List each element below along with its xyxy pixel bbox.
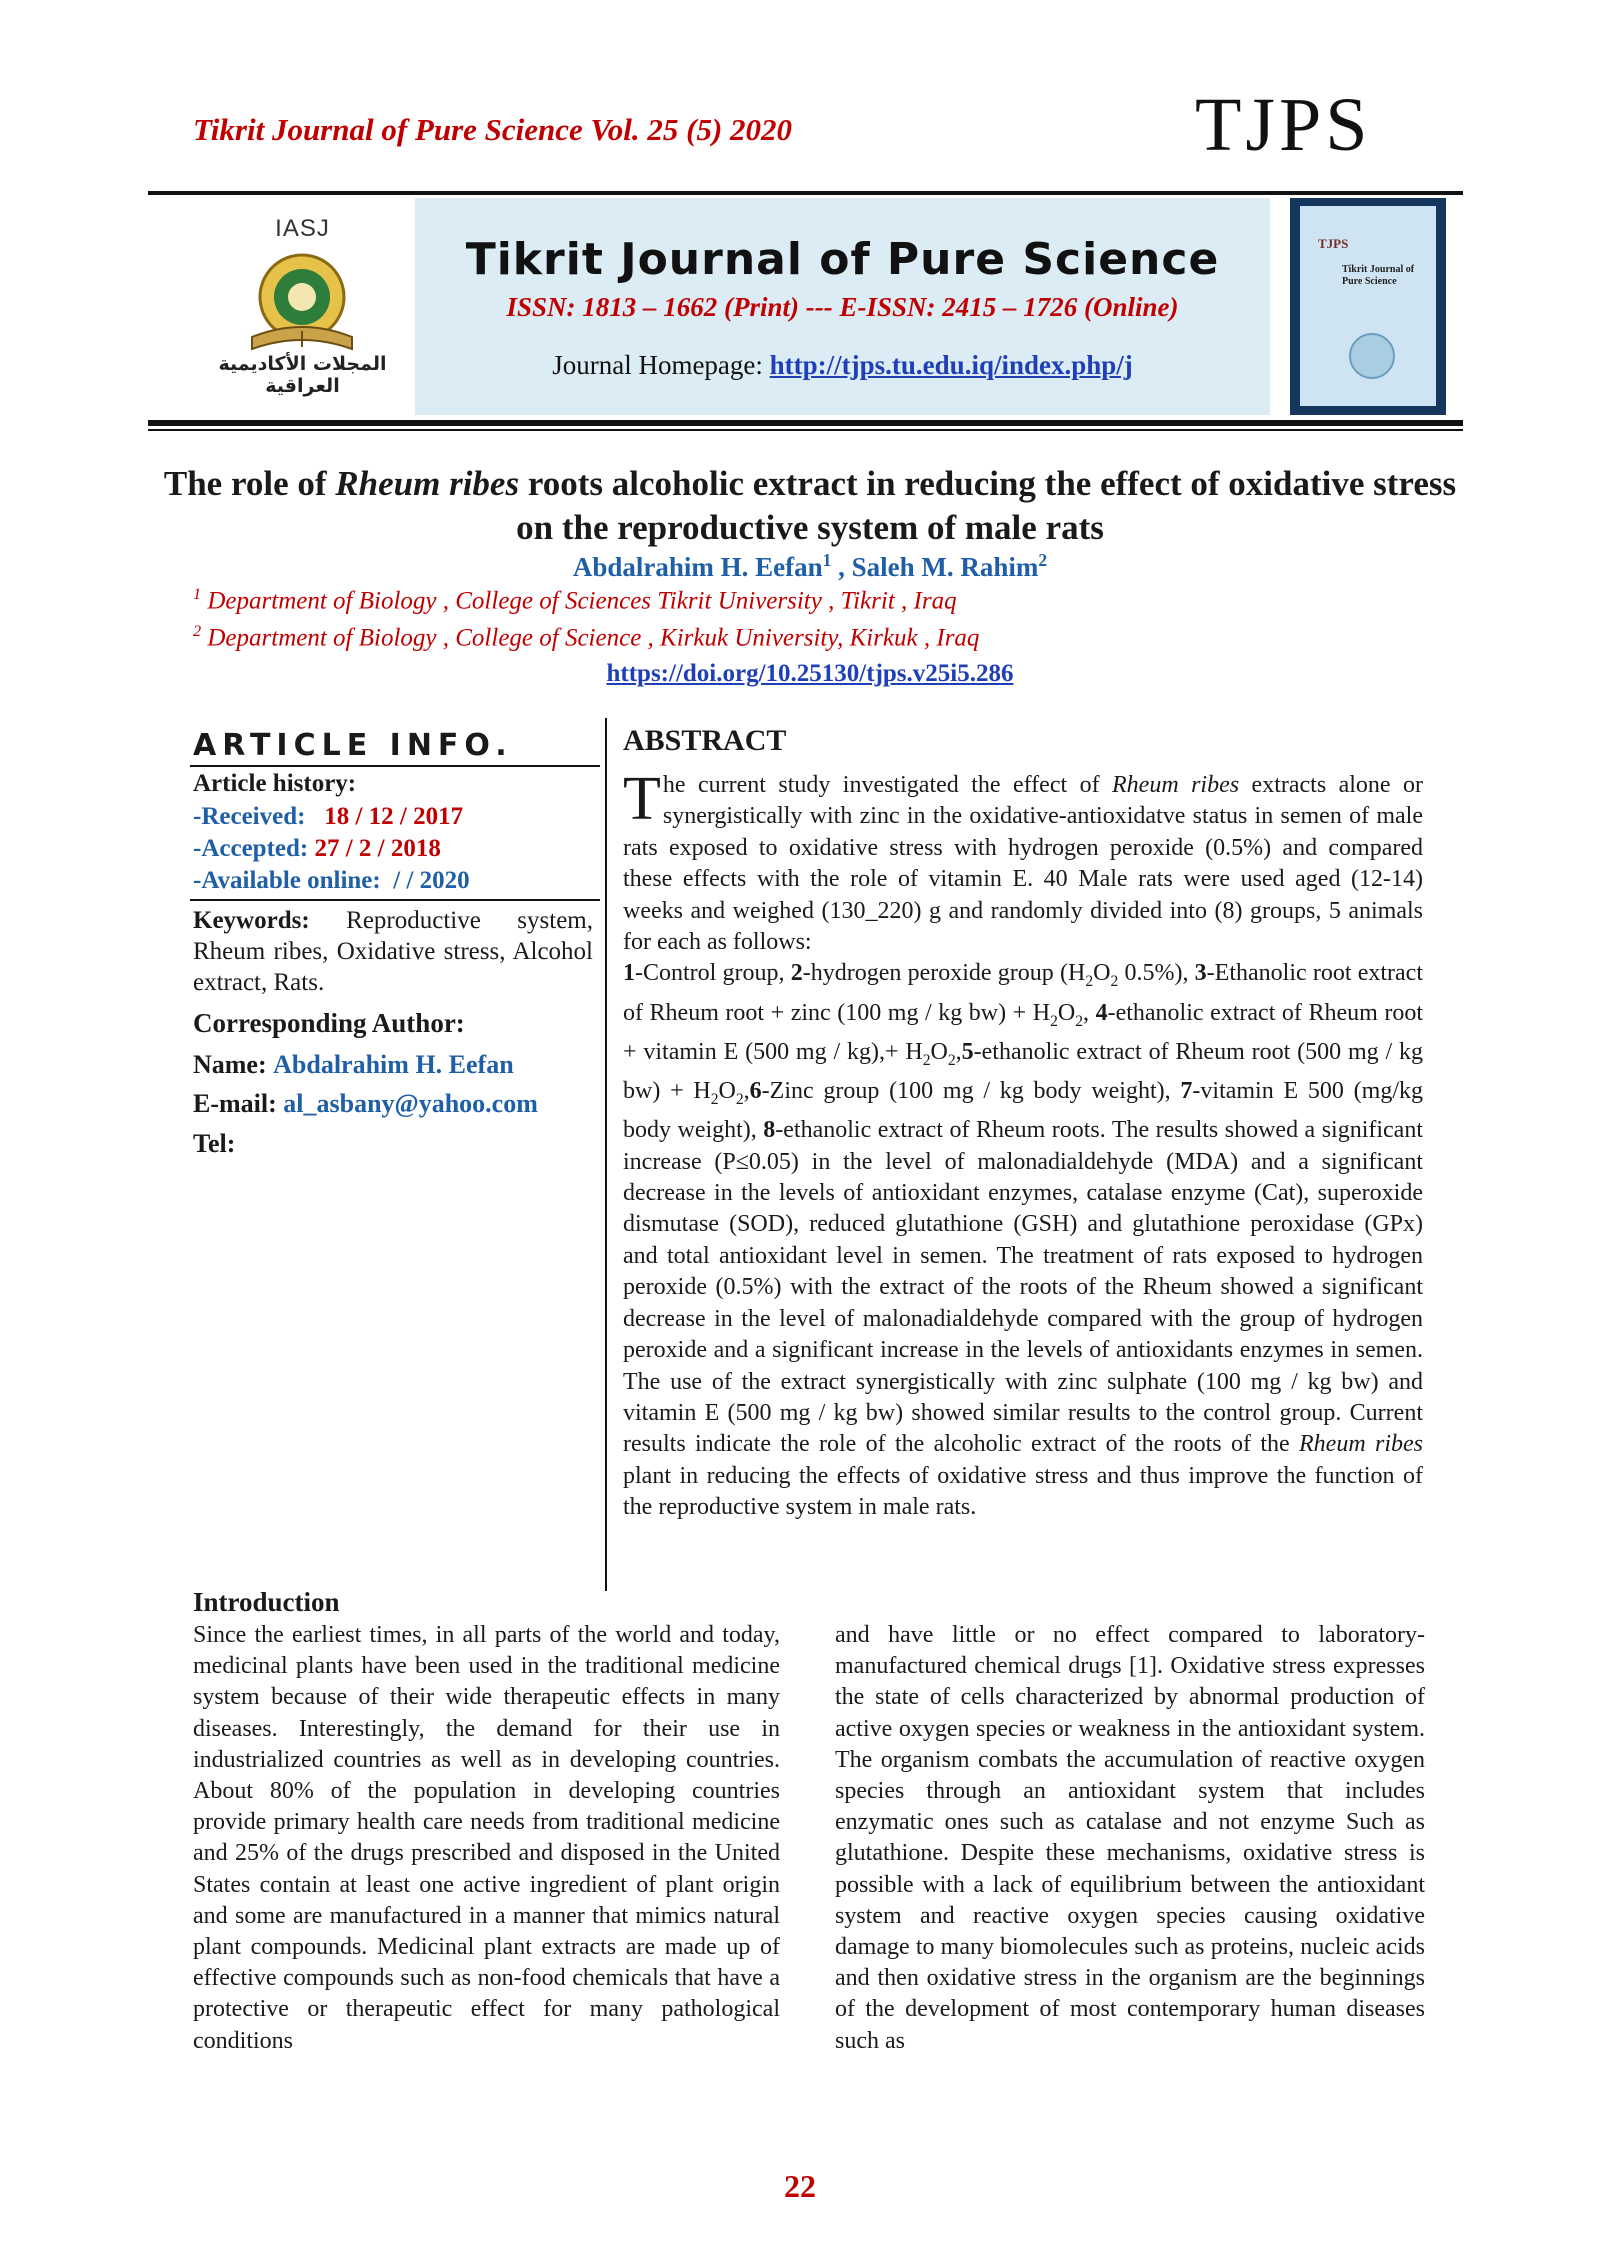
- author-tel: Tel:: [193, 1129, 236, 1158]
- introduction-right-column: and have little or no effect compared to laboratory-manufactured chemical drugs [1]. Oxidative stress expresses the state of cells characterized by abnormal production of active oxygen species or weakness in the antioxidant system. The organism combats the accumulation of reactive oxygen species through an antioxidant system that includes enzymatic ones such as catalase and not enzyme Such as glutathione. Despite these mechanisms, oxidative stress is possible with a lack of equilibrium between the antioxidant system and reactive oxygen species causing oxidative damage to many biomolecules such as proteins, nucleic acids and then oxidative stress in the organism are the beginnings of the development of most contemporary human diseases such as: [835, 1622, 1425, 2054]
- page-number: 22: [784, 2168, 816, 2204]
- iasj-arabic-label: المجلات الأكاديمية العراقية: [218, 353, 387, 397]
- banner-issn: ISSN: 1813 – 1662 (Print) --- E-ISSN: 2415 – 1726 (Online): [506, 292, 1179, 322]
- corresponding-author-label: Corresponding Author:: [193, 1008, 465, 1038]
- doi-line: [150, 660, 1470, 688]
- affiliation-2: $^2$ Department of Biology , College of Science , Kirkuk University, Kirkuk , Iraq: [193, 622, 980, 652]
- author-2: Saleh M. Rahim: [851, 552, 1039, 582]
- journal-volume-line: Tikrit Journal of Pure Science Vol. 25 (5) 2020: [193, 112, 793, 147]
- authors-line: Abdalrahim H. Eefan$^1$ , Saleh M. Rahim$^2$: [572, 550, 1048, 582]
- cover-inner: [1300, 206, 1436, 406]
- iasj-label: IASJ: [275, 215, 330, 242]
- article-title: The role of Rheum ribes roots alcoholic extract in reducing the effect of oxidative stress on the reproductive system of male rats: [163, 464, 1457, 547]
- article-info-heading: ARTICLE INFO.: [193, 728, 513, 763]
- title-species: Rheum ribes: [335, 464, 520, 503]
- doi-link[interactable]: https://doi.org/10.25130/tjps.v25i5.286: [606, 660, 1014, 687]
- author-name: Name: Abdalrahim H. Eefan: [193, 1050, 514, 1079]
- homepage-link[interactable]: http://tjps.tu.edu.iq/index.php/j: [769, 350, 1133, 380]
- article-history-label: Article history:: [193, 770, 357, 797]
- article-info-rule: [190, 765, 600, 767]
- author-email: E-mail: al_asbany@yahoo.com: [193, 1089, 538, 1118]
- available-online-date: -Available online: / / 2020: [193, 867, 470, 894]
- abstract-dropcap: T: [623, 765, 661, 833]
- header-bottom-rule: [148, 420, 1463, 426]
- journal-homepage: [415, 350, 1270, 381]
- received-date: -Received: 18 / 12 / 2017: [193, 803, 464, 830]
- introduction-heading: Introduction: [193, 1587, 340, 1617]
- header-top-rule: [148, 191, 1463, 195]
- tjps-logo: TJPS: [1195, 83, 1372, 167]
- journal-cover-image: [1290, 198, 1446, 415]
- article-info-rule-2: [190, 899, 600, 901]
- iasj-logo: [190, 205, 415, 415]
- keywords: Keywords: Reproductive system, Rheum ribes, Oxidative stress, Alcohol extract, Rats.: [193, 907, 593, 996]
- article-info-divider: [605, 718, 607, 1591]
- cover-tjps-label: TJPS: [1318, 236, 1349, 251]
- homepage-label: Journal Homepage:: [552, 350, 770, 380]
- email-link[interactable]: al_asbany@yahoo.com: [283, 1089, 538, 1118]
- author-1: Abdalrahim H. Eefan: [572, 552, 823, 582]
- affiliation-1: $^1$ Department of Biology , College of Sciences Tikrit University , Tikrit , Iraq: [193, 585, 957, 615]
- journal-banner: [415, 198, 1270, 415]
- cover-seal-icon: [1300, 206, 1436, 406]
- accepted-date: -Accepted: 27 / 2 / 2018: [193, 835, 441, 862]
- introduction-left-column: Since the earliest times, in all parts of the world and today, medicinal plants have been used in the traditional medicine system because of their wide therapeutic effects in many diseases. Interestingly, the demand for their use in industrialized countries as well as in developing countries. About 80% of the population in developing countries provide primary health care needs from traditional medicine and 25% of the drugs prescribed and disposed in the United States contain at least one active ingredient of plant origin and some are manufactured in a manner that mimics natural plant compounds. Medicinal plant extracts are made up of effective compounds such as non-food chemicals that have a protective or therapeutic effect for many pathological conditions: [193, 1622, 780, 2054]
- header-bottom-rule-thin: [148, 429, 1463, 431]
- abstract-body: The current study investigated the effect of Rheum ribes extracts alone or synergistically with zinc in the oxidative-antioxidatve status in semen of male rats exposed to oxidative stress with hydrogen peroxide (0.5%) and compared these effects with the role of vitamin E. 40 Male rats were used aged (12-14) weeks and weighed (130_220) g and randomly divided into (8) groups, 5 animals for each as follows: 1-Control group, 2-hydrogen peroxide group ($H_2O_2$ 0.5%), 3-Ethanolic root extract of Rheum root + zinc (100 mg / kg $bw) + H_2O_2$, 4-ethanolic extract of Rheum root + vitamin E (500 mg / $kg),+ H_2O_2,5$-ethanolic extract of Rheum root (500 mg / kg $bw) + H_2O_2,6$-Zinc group (100 mg / kg body weight), 7-vitamin E 500 (mg/kg body weight), 8-ethanolic extract of Rheum roots. The results showed a significant increase (P≤0.05) in the level of malonadialdehyde (MDA) and a significant decrease in the levels of antioxidant enzymes, catalase enzyme (Cat), superoxide dismutase (SOD), reduced glutathione (GSH) and glutathione peroxidase (GPx) and total antioxidant level in semen. The treatment of rats exposed to hydrogen peroxide (0.5%) with the extract of the roots of the Rheum showed a significant decrease in the level of malonadialdehyde compared with the group of hydrogen peroxide and a significant increase in the levels of antioxidants enzymes in semen. The use of the extract synergistically with zinc sulphate (100 mg / kg bw) and vitamin E (500 mg / kg bw) showed similar results to the control group. Current results indicate the role of the alcoholic extract of the roots of the Rheum ribes plant in reducing the effects of oxidative stress and thus improve the function of the reproductive system in male rats.: [623, 765, 1424, 1521]
- cover-title: Tikrit Journal of Pure Science: [1342, 264, 1415, 287]
- abstract-heading: ABSTRACT: [623, 724, 787, 757]
- banner-title: Tikrit Journal of Pure Science: [465, 234, 1220, 285]
